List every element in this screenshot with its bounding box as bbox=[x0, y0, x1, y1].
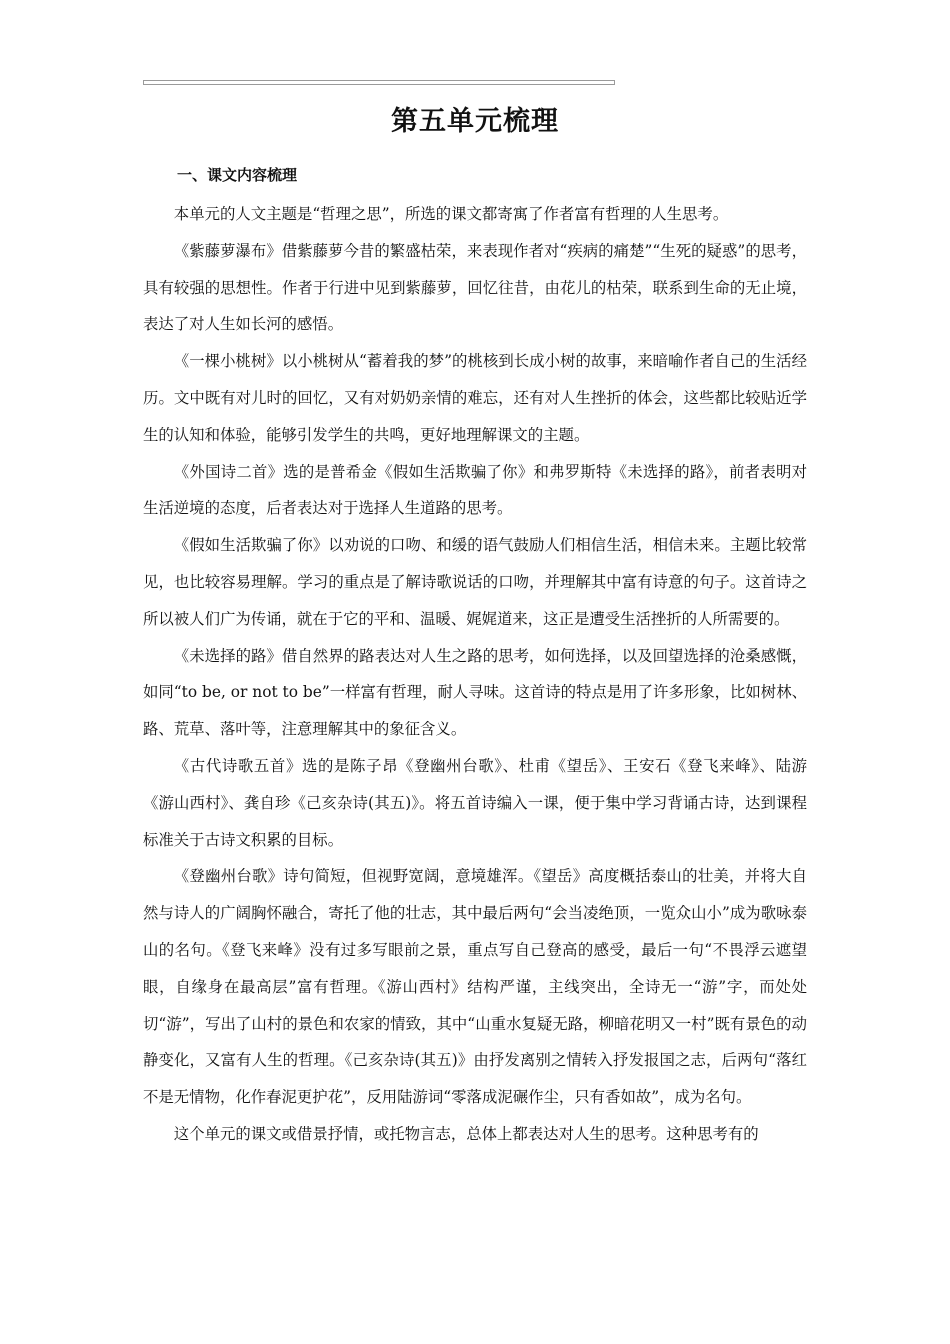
body-text bbox=[143, 196, 807, 1153]
paragraph-peach-tree: 《一棵小桃树》以小桃树从“蓄着我的梦”的桃核到长成小树的故事，来暗喻作者自己的生活经历。文中既有对儿时的回忆，又有对奶奶亲情的难忘，还有对人生挫折的体会，这些都比较贴近学生的认知和体验，能够引发学生的共鸣，更好地理解课文的主题。 bbox=[143, 352, 807, 444]
page-title: 第五单元梳理 bbox=[391, 106, 559, 137]
paragraph-frost: 《未选择的路》借自然界的路表达对人生之路的思考，如何选择，以及回望选择的沧桑感慨，如同“to be, or not to be”一样富有哲理，耐人寻味。这首诗的特点是用了许多形象，比如树林、路、荒草、落叶等，注意理解其中的象征含义。 bbox=[143, 646, 807, 739]
paragraph-ancient-poems: 《古代诗歌五首》选的是陈子昂《登幽州台歌》、杜甫《望岳》、王安石《登飞来峰》、陆游《游山西村》、龚自珍《己亥杂诗(其五)》。将五首诗编入一课，便于集中学习背诵古诗，达到课程标准关于古诗文积累的目标。 bbox=[143, 756, 807, 849]
paragraph-foreign-poems: 《外国诗二首》选的是普希金《假如生活欺骗了你》和弗罗斯特《未选择的路》，前者表明对生活逆境的态度，后者表达对于选择人生道路的思考。 bbox=[143, 462, 807, 518]
paragraph-wisteria: 《紫藤萝瀑布》借紫藤萝今昔的繁盛枯荣，来表现作者对“疾病的痛楚”“生死的疑惑”的思考，具有较强的思想性。作者于行进中见到紫藤萝，回忆往昔，由花儿的枯荣，联系到生命的无止境，表达了对人生如长河的感悟。 bbox=[143, 241, 807, 334]
header-rule bbox=[143, 80, 615, 85]
section-heading: 一、课文内容梳理 bbox=[177, 166, 298, 184]
paragraph-theme: 本单元的人文主题是“哲理之思”，所选的课文都寄寓了作者富有哲理的人生思考。 bbox=[173, 205, 729, 223]
paragraph-pushkin: 《假如生活欺骗了你》以劝说的口吻、和缓的语气鼓励人们相信生活，相信未来。主题比较常见，也比较容易理解。学习的重点是了解诗歌说话的口吻，并理解其中富有诗意的句子。这首诗之所以被人们广为传诵，就在于它的平和、温暖、娓娓道来，这正是遭受生活挫折的人所需要的。 bbox=[143, 536, 807, 628]
paragraph-poem-analysis: 《登幽州台歌》诗句简短，但视野宽阔，意境雄浑。《望岳》高度概括泰山的壮美，并将大自然与诗人的广阔胸怀融合，寄托了他的壮志，其中最后两句“会当凌绝顶，一览众山小”成为歌咏泰山的名句。《登飞来峰》没有过多写眼前之景，重点写自己登高的感受，最后一句“不畏浮云遮望眼，自缘身在最高层”富有哲理。《游山西村》结构严谨，主线突出，全诗无一“游”字，而处处切“游”，写出了山村的景色和农家的情致，其中“山重水复疑无路，柳暗花明又一村”既有景色的动静变化，又富有人生的哲理。《己亥杂诗(其五)》由抒发离别之情转入抒发报国之志，后两句“落红不是无情物，化作春泥更护花”，反用陆游词“零落成泥碾作尘，只有香如故”，成为名句。 bbox=[143, 867, 807, 1107]
paragraph-summary: 这个单元的课文或借景抒情，或托物言志，总体上都表达对人生的思考。这种思考有的 bbox=[173, 1124, 759, 1143]
